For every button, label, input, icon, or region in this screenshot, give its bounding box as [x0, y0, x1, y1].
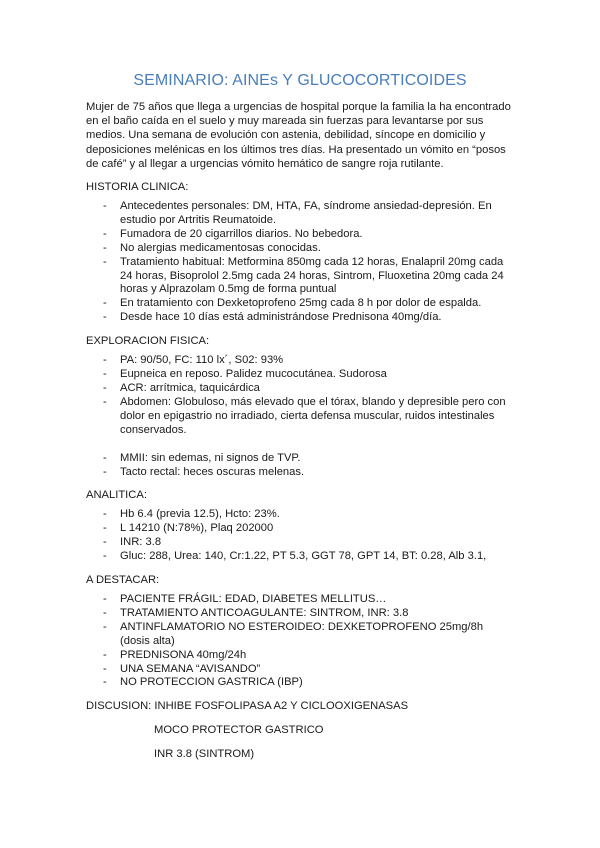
- case-intro: Mujer de 75 años que llega a urgencias de hospital porque la familia la ha encontrado en el baño caída en el suelo y muy mareada sin fuerzas para levantarse por sus medios. Una semana de evolución con astenia, debilidad, síncope en domicilio y deposiciones melénicas en los últimos tres días. Ha presentado un vómito en “posos de café” y al llegar a urgencias vómito hemático de sangre roja rutilante.: [86, 101, 511, 170]
- exploracion-list: [86, 354, 514, 479]
- document-title: SEMINARIO: AINEs Y GLUCOCORTICOIDES: [133, 72, 467, 89]
- analitica-heading: ANALITICA:: [86, 489, 147, 502]
- list-item: - Antecedentes personales: DM, HTA, FA, síndrome ansiedad-depresión. En estudio por Artritis Reumatoide.: [86, 200, 514, 228]
- list-item: - No alergias medicamentosas conocidas.: [86, 242, 514, 256]
- list-item: - UNA SEMANA “AVISANDO”: [86, 663, 514, 677]
- list-item: - NO PROTECCION GASTRICA (IBP): [86, 676, 514, 690]
- list-item: - INR: 3.8: [86, 536, 514, 550]
- list-item: - ACR: arrítmica, taquicárdica: [86, 382, 514, 396]
- discusion-point: INR 3.8 (SINTROM): [154, 748, 255, 761]
- list-item: - ANTINFLAMATORIO NO ESTEROIDEO: DEXKETOPROFENO 25mg/8h (dosis alta): [86, 621, 514, 649]
- list-item: - TRATAMIENTO ANTICOAGULANTE: SINTROM, INR: 3.8: [86, 607, 514, 621]
- list-item: - Eupneica en reposo. Palidez mucocutánea. Sudorosa: [86, 368, 514, 382]
- historia-heading: HISTORIA CLINICA:: [86, 181, 189, 194]
- list-item: - MMII: sin edemas, ni signos de TVP.: [86, 452, 514, 466]
- list-item: - L 14210 (N:78%), Plaq 202000: [86, 522, 514, 536]
- list-item: - Hb 6.4 (previa 12.5), Hcto: 23%.: [86, 508, 514, 522]
- list-item: - PREDNISONA 40mg/24h: [86, 649, 514, 663]
- list-item: - Tratamiento habitual: Metformina 850mg cada 12 horas, Enalapril 20mg cada 24 horas, Bisoprolol 2.5mg cada 24 horas, Sintrom, Fluoxetina 20mg cada 24 horas y Alprazolam 0.5mg de forma puntual: [86, 256, 514, 298]
- exploracion-heading: EXPLORACION FISICA:: [86, 335, 210, 348]
- list-item: - Fumadora de 20 cigarrillos diarios. No bebedora.: [86, 228, 514, 242]
- destacar-list: [86, 593, 514, 690]
- list-item: - Tacto rectal: heces oscuras melenas.: [86, 466, 514, 480]
- list-item: - Gluc: 288, Urea: 140, Cr:1.22, PT 5.3, GGT 78, GPT 14, BT: 0.28, Alb 3.1,: [86, 550, 514, 564]
- list-item: - PA: 90/50, FC: 110 lx´, S02: 93%: [86, 354, 514, 368]
- list-item: - Desde hace 10 días está administrándose Prednisona 40mg/día.: [86, 311, 514, 325]
- historia-list: [86, 200, 514, 325]
- list-item: - PACIENTE FRÁGIL: EDAD, DIABETES MELLITUS…: [86, 593, 514, 607]
- destacar-heading: A DESTACAR:: [86, 574, 160, 587]
- list-item: - Abdomen: Globuloso, más elevado que el tórax, blando y depresible pero con dolor en epigastrio no irradiado, cierta defensa muscular, ruidos intestinales conservados.: [86, 396, 514, 438]
- discusion-line: DISCUSION: INHIBE FOSFOLIPASA A2 Y CICLOOXIGENASAS: [86, 700, 409, 713]
- analitica-list: [86, 508, 514, 564]
- list-item: - En tratamiento con Dexketoprofeno 25mg cada 8 h por dolor de espalda.: [86, 297, 514, 311]
- discusion-point: MOCO PROTECTOR GASTRICO: [154, 724, 324, 737]
